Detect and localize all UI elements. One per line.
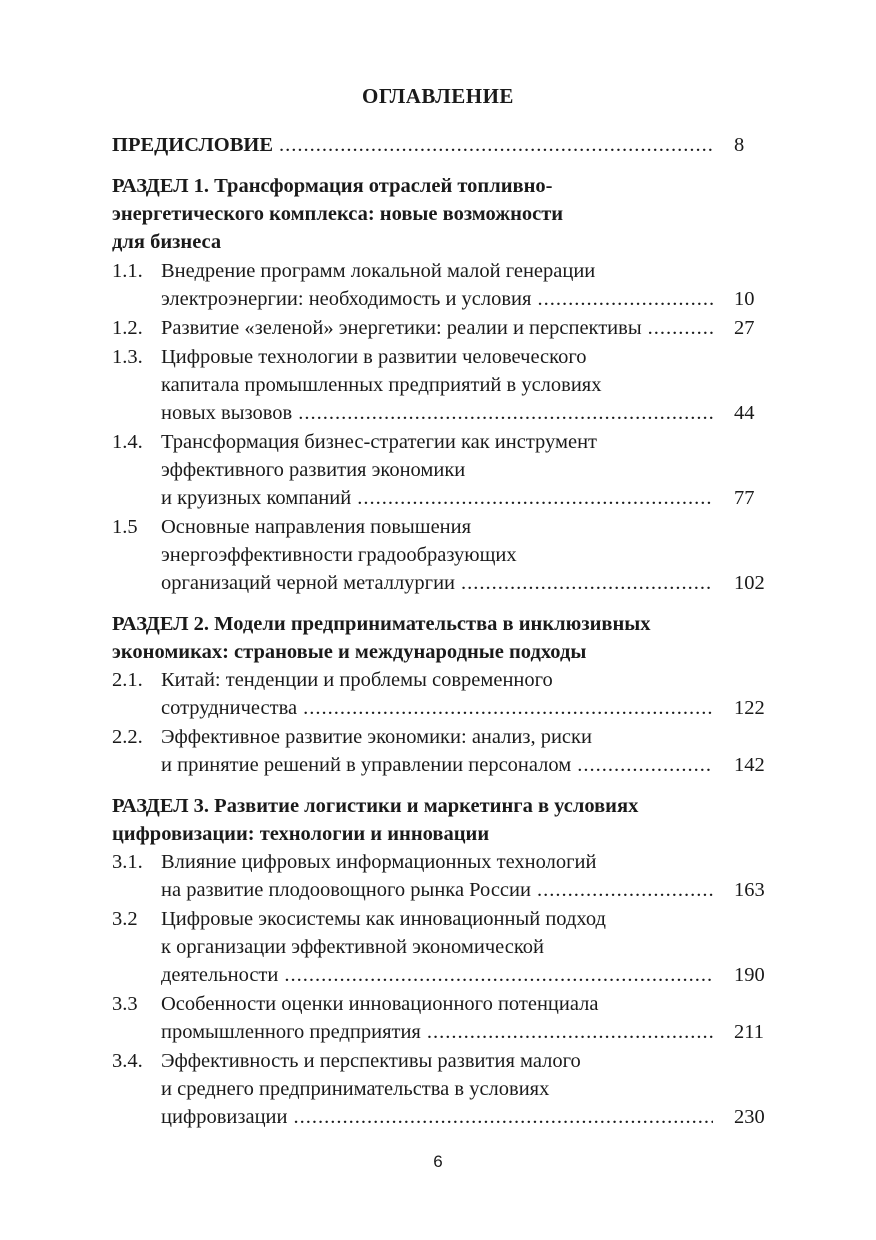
item-page: 10	[734, 288, 755, 310]
item-title: Трансформация бизнес-стратегии как инструмент	[161, 431, 598, 453]
toc-item-1-5-cont[interactable]	[112, 569, 766, 597]
toc-item-2-2-cont[interactable]	[112, 751, 766, 779]
toc-item-3-4[interactable]	[112, 1047, 766, 1075]
leader-dots	[537, 876, 713, 904]
item-title: промышленного предприятия	[161, 1021, 421, 1043]
leader-dots	[298, 399, 713, 427]
item-title: цифровизации	[161, 1106, 288, 1128]
item-page: 142	[734, 754, 765, 776]
toc-item-1-1[interactable]	[112, 257, 766, 285]
item-title: электроэнергии: необходимость и условия	[161, 288, 532, 310]
item-title: организаций черной металлургии	[161, 572, 456, 594]
item-title: Эффективное развитие экономики: анализ, риски	[161, 726, 592, 748]
section-1-title-line-3[interactable]: для бизнеса	[112, 231, 222, 253]
toc-item-1-4[interactable]	[112, 428, 766, 456]
item-title: деятельности	[161, 964, 279, 986]
item-number: 2.1.	[112, 669, 143, 691]
item-page: 77	[734, 487, 755, 509]
item-title: новых вызовов	[161, 402, 293, 424]
leader-dots	[427, 1018, 713, 1046]
item-title: эффективного развития экономики	[161, 459, 466, 481]
toc-item-2-2[interactable]	[112, 723, 766, 751]
toc-item-3-2-cont[interactable]	[112, 933, 766, 961]
toc-item-3-1[interactable]	[112, 848, 766, 876]
item-page: 102	[734, 572, 765, 594]
toc-item-1-1-cont[interactable]	[112, 285, 766, 313]
page-number: 6	[433, 1152, 443, 1171]
item-number: 3.2	[112, 908, 138, 930]
item-title: и принятие решений в управлении персоналом	[161, 754, 572, 776]
toc-item-1-3[interactable]	[112, 343, 766, 371]
item-title: Основные направления повышения	[161, 516, 472, 538]
toc-item-3-3-cont[interactable]	[112, 1018, 766, 1046]
item-number: 1.5	[112, 516, 138, 538]
item-number: 1.1.	[112, 260, 143, 282]
item-title: к организации эффективной экономической	[161, 936, 545, 958]
toc-item-1-2[interactable]	[112, 314, 766, 342]
toc-item-3-3[interactable]	[112, 990, 766, 1018]
item-title: на развитие плодоовощного рынка России	[161, 879, 531, 901]
toc-item-1-4-cont[interactable]	[112, 484, 766, 512]
item-page: 230	[734, 1106, 765, 1128]
item-page: 27	[734, 317, 755, 339]
section-1-title-line-2[interactable]: энергетического комплекса: новые возможности	[112, 203, 564, 225]
leader-dots	[357, 484, 713, 512]
section-3-title-line-1[interactable]: РАЗДЕЛ 3. Развитие логистики и маркетинга в условиях	[112, 795, 639, 817]
item-number: 3.1.	[112, 851, 143, 873]
item-number: 1.2.	[112, 317, 143, 339]
item-page: 211	[734, 1021, 764, 1043]
section-1-title-line-1[interactable]: РАЗДЕЛ 1. Трансформация отраслей топливно-	[112, 175, 553, 197]
item-number: 1.3.	[112, 346, 143, 368]
toc-item-3-4-cont[interactable]	[112, 1103, 766, 1131]
item-title: капитала промышленных предприятий в условиях	[161, 374, 602, 396]
leader-dots	[648, 314, 713, 342]
leader-dots	[284, 961, 713, 989]
toc-item-3-1-cont[interactable]	[112, 876, 766, 904]
section-2-title-line-1[interactable]: РАЗДЕЛ 2. Модели предпринимательства в инклюзивных	[112, 613, 651, 635]
section-2-title-line-2[interactable]: экономиках: страновые и международные подходы	[112, 641, 587, 663]
leader-dots	[279, 131, 712, 159]
item-page: 163	[734, 879, 765, 901]
preface-page: 8	[734, 134, 745, 156]
item-title: и круизных компаний	[161, 487, 352, 509]
item-page: 44	[734, 402, 755, 424]
leader-dots	[577, 751, 713, 779]
toc-item-3-2[interactable]	[112, 905, 766, 933]
leader-dots	[461, 569, 713, 597]
toc-item-1-5-cont[interactable]	[112, 541, 766, 569]
toc-item-1-5[interactable]	[112, 513, 766, 541]
leader-dots	[303, 694, 713, 722]
toc-item-1-3-cont[interactable]	[112, 399, 766, 427]
item-title: энергоэффективности градообразующих	[161, 544, 517, 566]
item-page: 190	[734, 964, 765, 986]
toc-item-3-4-cont[interactable]	[112, 1075, 766, 1103]
toc-item-2-1-cont[interactable]	[112, 694, 766, 722]
toc-item-1-4-cont[interactable]	[112, 456, 766, 484]
preface-title: ПРЕДИСЛОВИЕ	[112, 134, 273, 156]
item-title: Развитие «зеленой» энергетики: реалии и перспективы	[161, 317, 642, 339]
toc-heading: ОГЛАВЛЕНИЕ	[362, 84, 514, 108]
item-title: Китай: тенденции и проблемы современного	[161, 669, 553, 691]
item-title: Цифровые технологии в развитии человеческого	[161, 346, 587, 368]
item-title: Особенности оценки инновационного потенциала	[161, 993, 599, 1015]
toc-item-3-2-cont[interactable]	[112, 961, 766, 989]
leader-dots	[537, 285, 713, 313]
item-page: 122	[734, 697, 765, 719]
item-number: 3.3	[112, 993, 138, 1015]
toc-item-2-1[interactable]	[112, 666, 766, 694]
item-number: 1.4.	[112, 431, 143, 453]
item-number: 3.4.	[112, 1050, 143, 1072]
item-title: сотрудничества	[161, 697, 298, 719]
item-title: Эффективность и перспективы развития малого	[161, 1050, 581, 1072]
item-number: 2.2.	[112, 726, 143, 748]
section-3-title-line-2[interactable]: цифровизации: технологии и инновации	[112, 823, 490, 845]
toc-item-1-3-cont[interactable]	[112, 371, 766, 399]
leader-dots	[293, 1103, 713, 1131]
toc-preface[interactable]	[112, 131, 766, 159]
item-title: Влияние цифровых информационных технологий	[161, 851, 597, 873]
item-title: Цифровые экосистемы как инновационный подход	[161, 908, 606, 930]
item-title: и среднего предпринимательства в условиях	[161, 1078, 550, 1100]
item-title: Внедрение программ локальной малой генерации	[161, 260, 596, 282]
